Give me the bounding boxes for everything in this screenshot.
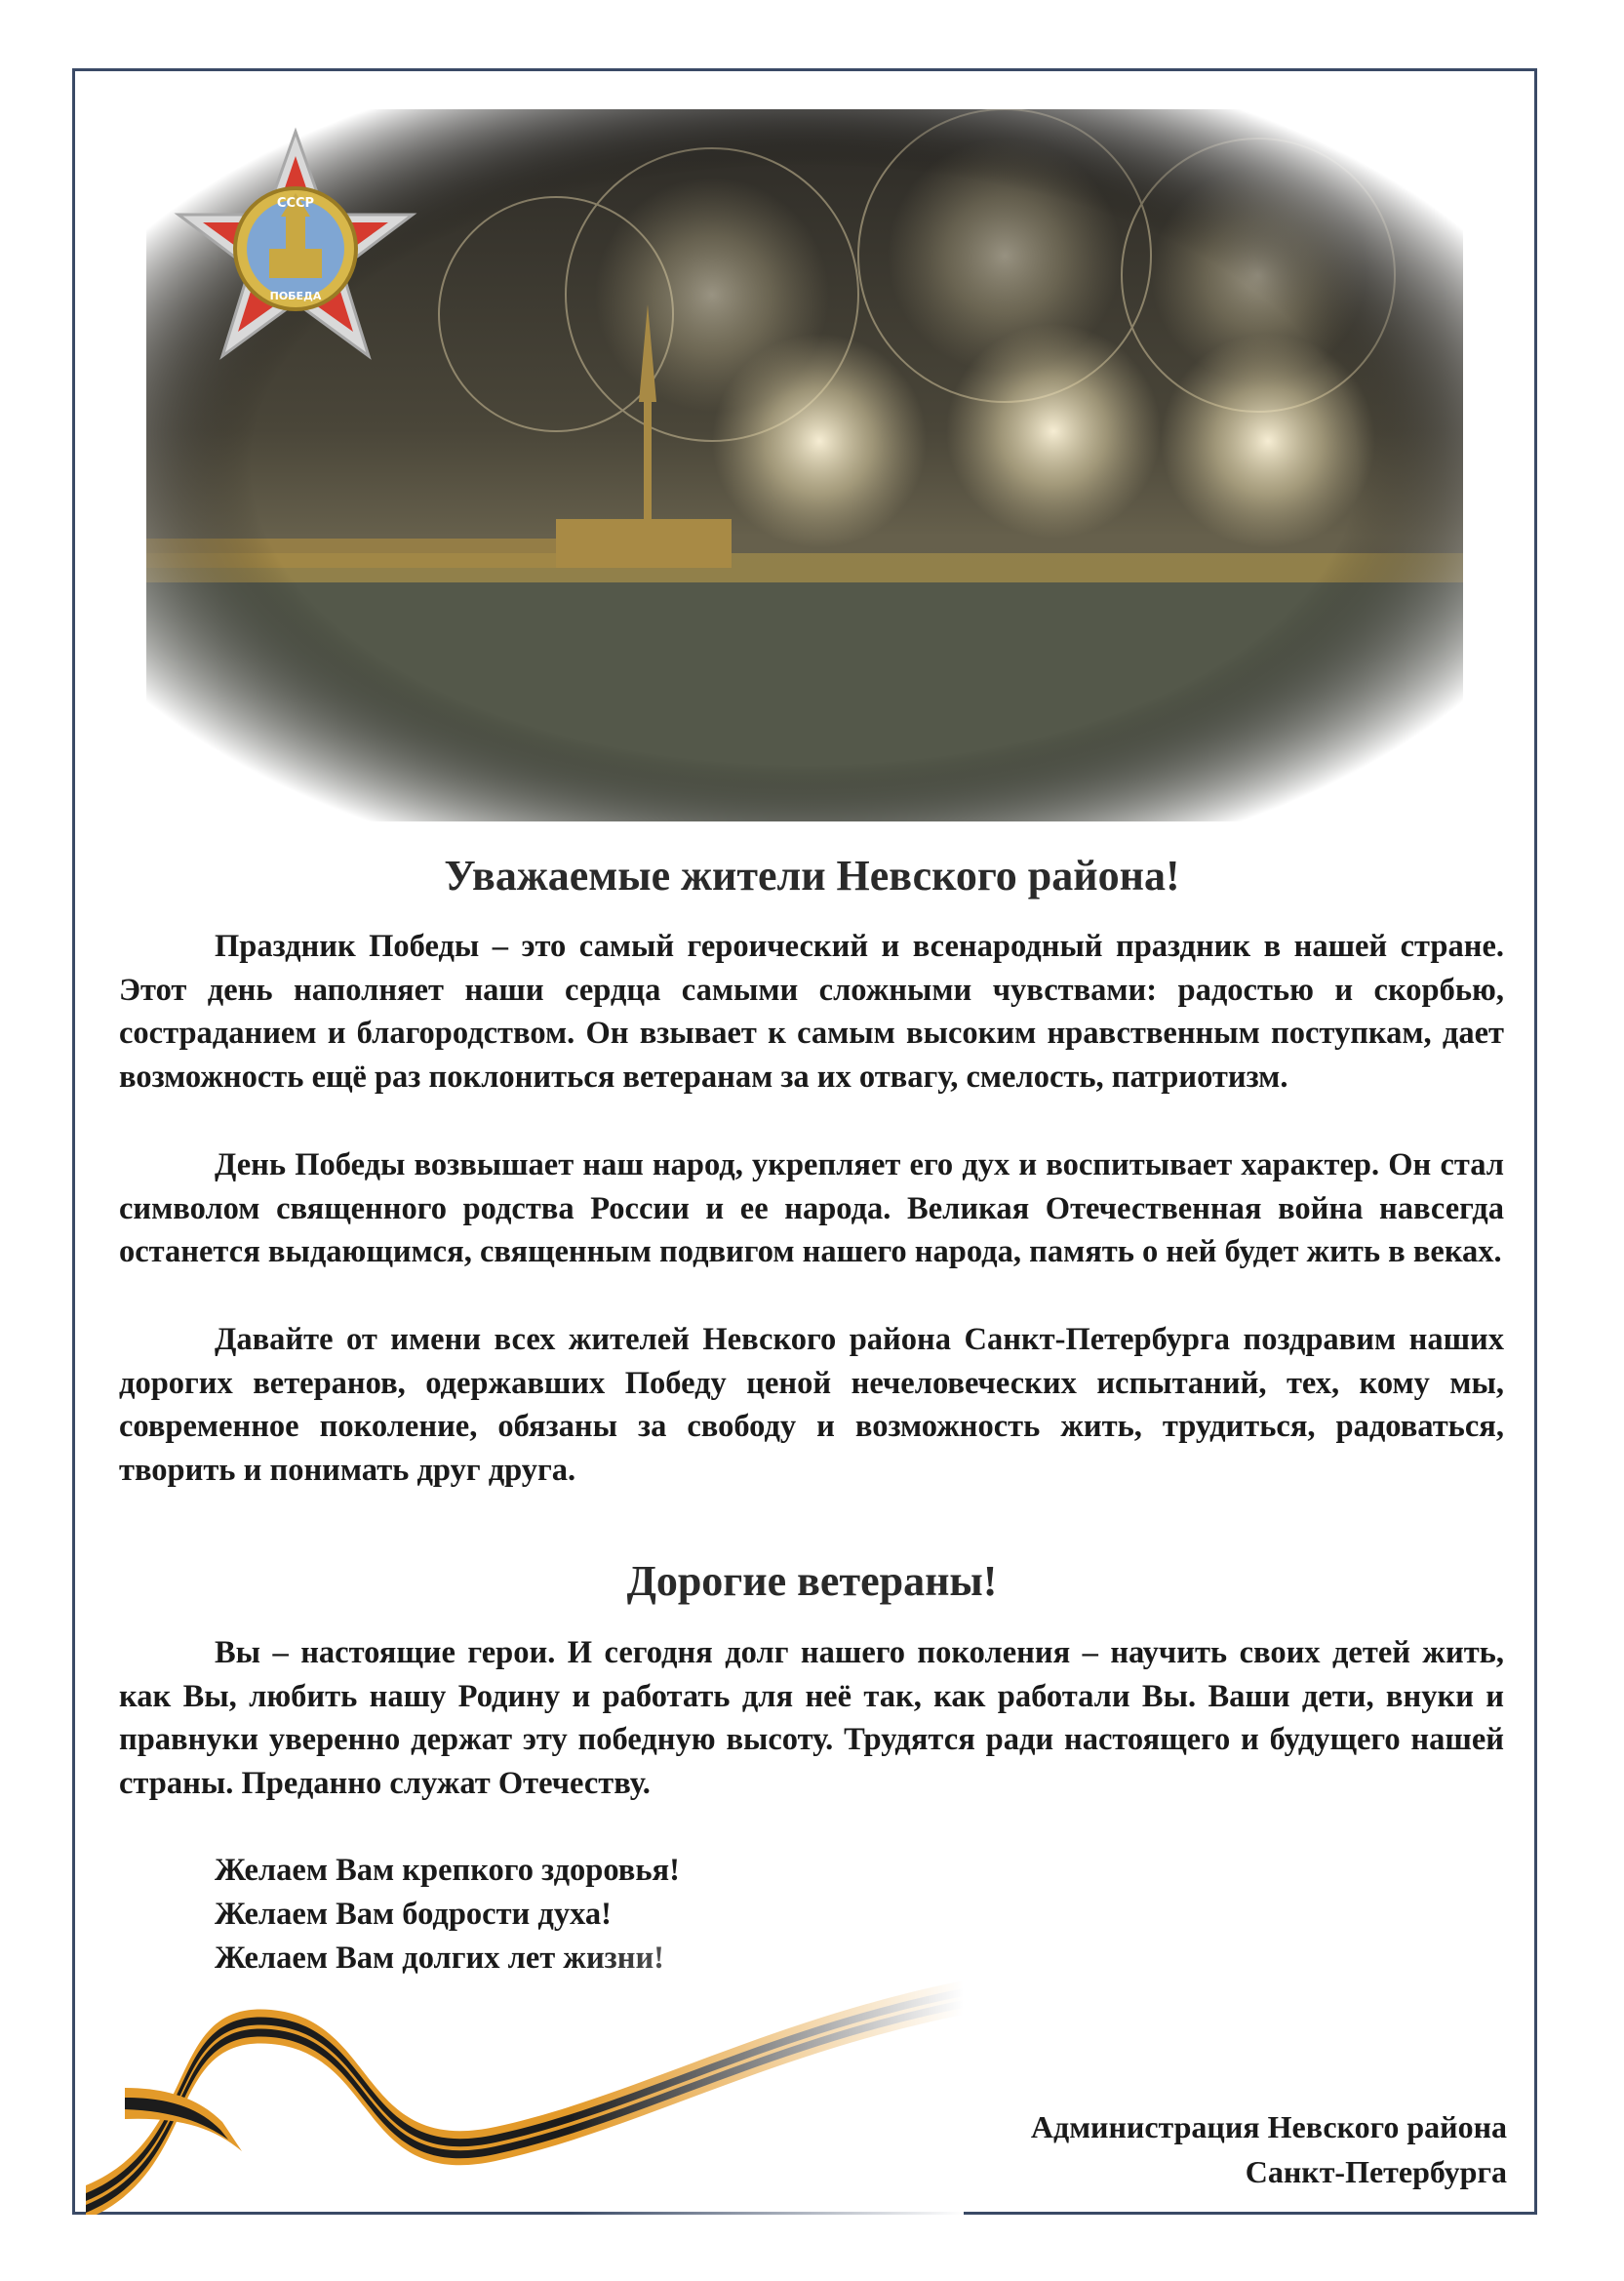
veterans-paragraph: Вы – настоящие герои. И сегодня долг нашего поколения – научить своих детей жить, как Вы, любить нашу Родину и работать для неё так, как работали Вы. Ваши дети, внуки и правнуки уверенно держат эту победную высоту. Трудятся ради настоящего и будущего нашей страны. Преданно служат Отечеству.	[119, 1635, 1504, 1801]
greeting-title: Уважаемые жители Невского района!	[444, 852, 1180, 900]
veterans-title: Дорогие ветераны!	[626, 1557, 998, 1605]
paragraph-3: Давайте от имени всех жителей Невского района Санкт-Петербурга поздравим наших дорогих ветеранов, одержавших Победу ценой нечеловеческих испытаний, тех, кому мы, современное поколение, обязаны за свободу и возможность жить, трудиться, радоваться, творить и понимать друг друга.	[119, 1322, 1504, 1488]
victory-order-emblem	[174, 127, 417, 371]
st-george-ribbon-icon	[86, 1941, 964, 2215]
wish-spirit: Желаем Вам бодрости духа!	[215, 1897, 612, 1932]
signature-line-1: Администрация Невского района	[1030, 2109, 1507, 2144]
paragraph-2: День Победы возвышает наш народ, укрепляет его дух и воспитывает характер. Он стал символом священного родства России и ее народа. Великая Отечественная война навсегда останется выдающимся, священным подвигом нашего народа, память о ней будет жить в веках.	[119, 1147, 1504, 1269]
wish-health: Желаем Вам крепкого здоровья!	[215, 1853, 680, 1888]
emblem-inscription-top: СССР	[276, 196, 315, 211]
victory-order-star-icon	[174, 127, 417, 371]
paragraph-1: Праздник Победы – это самый героический и всенародный праздник в нашей стране. Этот день наполняет наши сердца самыми сложными чувствами: радостью и скорбью, состраданием и благородством. Он взывает к самым высоким нравственным поступкам, дает возможность ещё раз поклониться ветеранам за их отвагу, смелость, патриотизм.	[119, 929, 1504, 1095]
emblem-inscription-bottom: ПОБЕДА	[269, 290, 322, 302]
st-george-ribbon	[86, 1941, 964, 2215]
signature-line-2: Санкт-Петербурга	[1245, 2154, 1507, 2189]
